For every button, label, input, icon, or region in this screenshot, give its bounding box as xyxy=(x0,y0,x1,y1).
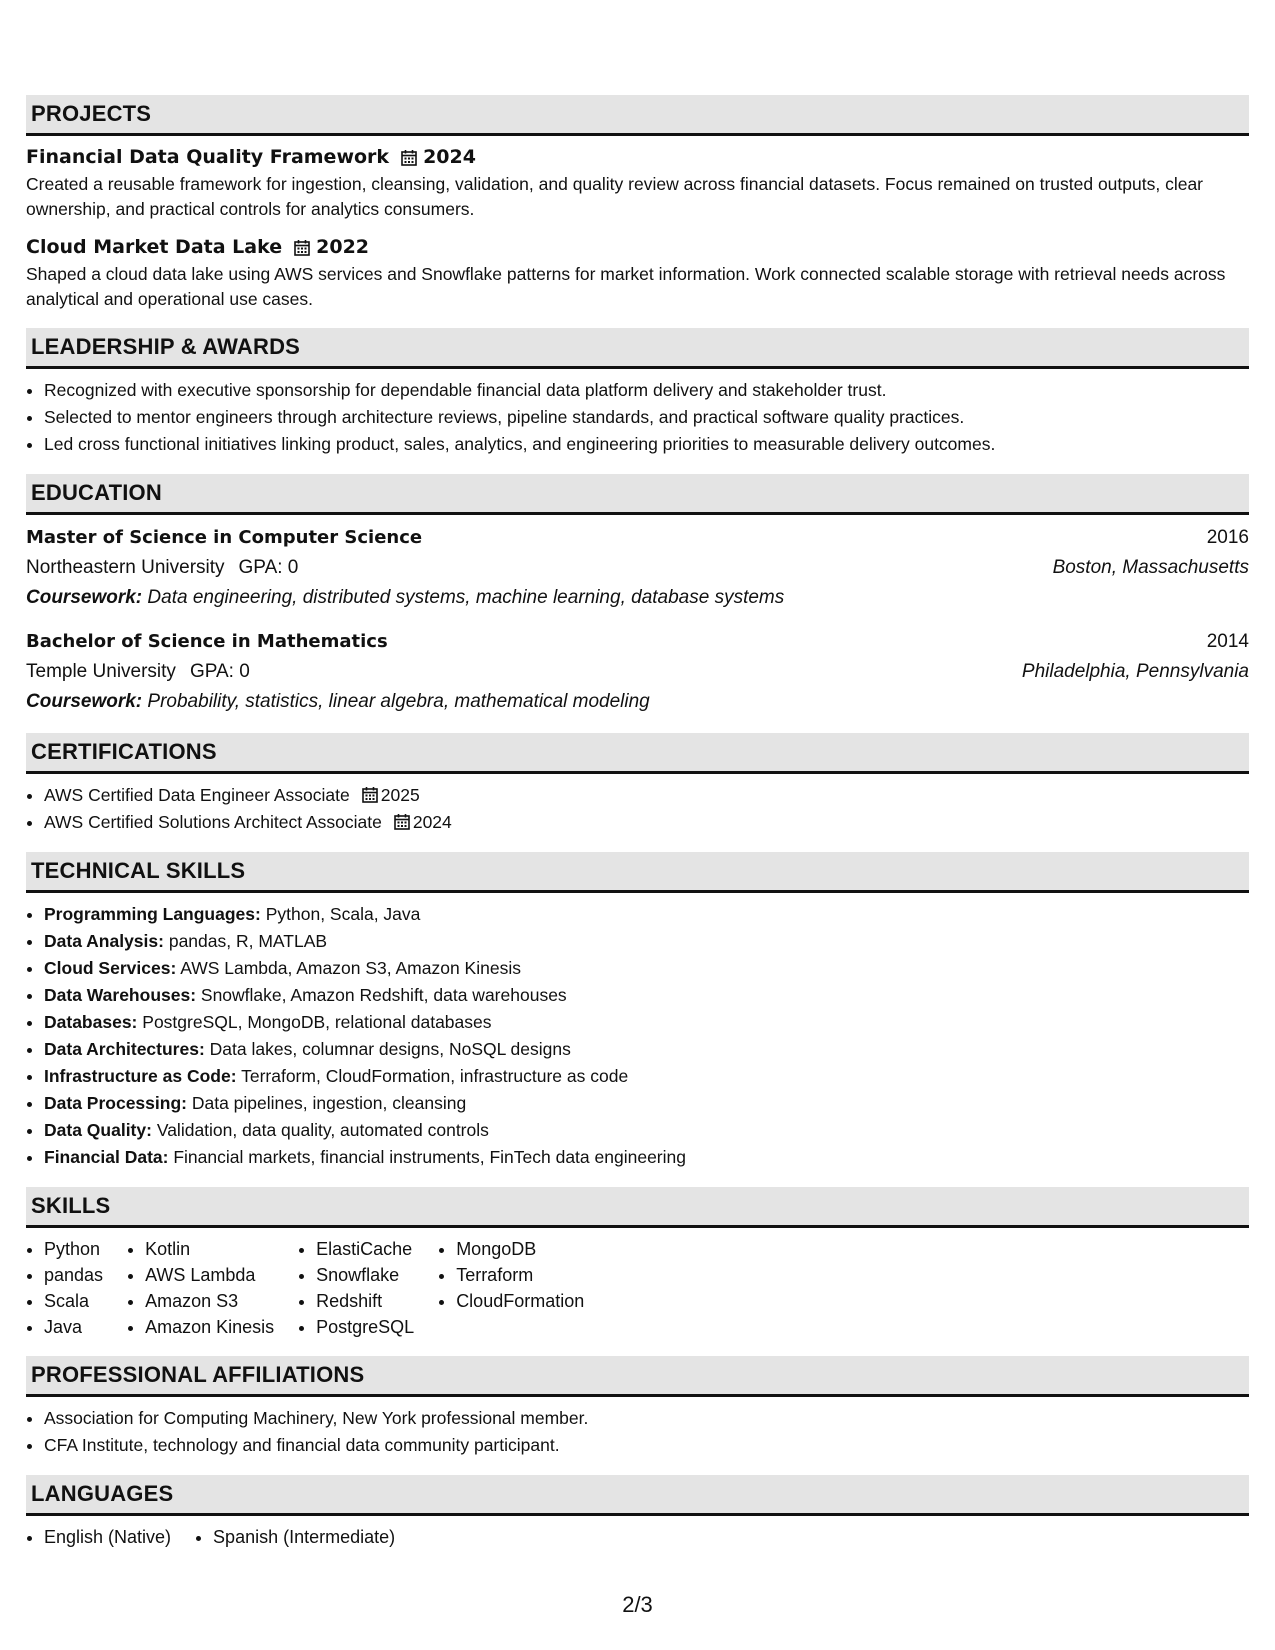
degree: Master of Science in Computer Science xyxy=(26,527,423,548)
languages-section xyxy=(26,1475,1249,1550)
skill-item: • Java xyxy=(44,1314,103,1340)
school-location: Boston, Massachusetts xyxy=(1052,557,1249,578)
skill-category-label: Data Warehouses: xyxy=(44,985,197,1005)
skill-category-label: Programming Languages: xyxy=(44,904,261,924)
leadership-section xyxy=(26,328,1249,458)
certification-name: AWS Certified Data Engineer Associate xyxy=(44,785,350,805)
coursework xyxy=(26,687,1249,717)
graduation-year: 2014 xyxy=(1206,631,1249,652)
school: Temple University xyxy=(26,661,176,682)
project-description: Shaped a cloud data lake using AWS services and Snowflake patterns for market information. Work connected scalable storage with retrieval needs across analytical and operational use cases. xyxy=(26,264,1226,309)
skill-category xyxy=(44,928,1249,955)
skill-category xyxy=(44,1144,1249,1171)
gpa: GPA: 0 xyxy=(238,557,299,578)
list-item: • Led cross functional initiatives linking product, sales, analytics, and engineering priorities to measurable delivery outcomes. xyxy=(44,431,1249,458)
section-heading: CERTIFICATIONS xyxy=(26,733,1249,774)
skill-category xyxy=(44,1036,1249,1063)
skill-category-value: Validation, data quality, automated controls xyxy=(156,1120,489,1140)
coursework-text: Probability, statistics, linear algebra, mathematical modeling xyxy=(147,691,650,712)
skill-item: • MongoDB xyxy=(456,1236,584,1262)
gpa: GPA: 0 xyxy=(189,661,250,682)
skill-category-value: Snowflake, Amazon Redshift, data warehouses xyxy=(200,985,567,1005)
skill-category-value: PostgreSQL, MongoDB, relational databases xyxy=(142,1012,492,1032)
affiliations-section xyxy=(26,1356,1249,1459)
section-heading: LEADERSHIP & AWARDS xyxy=(26,328,1249,369)
skill-category-value: AWS Lambda, Amazon S3, Amazon Kinesis xyxy=(180,958,521,978)
degree: Bachelor of Science in Mathematics xyxy=(26,631,388,652)
skill-category-value: Terraform, CloudFormation, infrastructure as code xyxy=(241,1066,629,1086)
skill-item: • pandas xyxy=(44,1262,103,1288)
skill-item: • Kotlin xyxy=(145,1236,274,1262)
skill-category xyxy=(44,1117,1249,1144)
education-section xyxy=(26,474,1249,717)
skill-category-label: Data Analysis: xyxy=(44,931,164,951)
skills-section xyxy=(26,1187,1249,1340)
page-number: 2/3 xyxy=(622,1592,653,1617)
project-year: 2022 xyxy=(316,236,370,258)
certification-name: AWS Certified Solutions Architect Associate xyxy=(44,812,382,832)
skill-category-label: Financial Data: xyxy=(44,1147,169,1167)
skill-category-value: Data pipelines, ingestion, cleansing xyxy=(191,1093,467,1113)
list-item: • Association for Computing Machinery, New York professional member. xyxy=(44,1405,1249,1432)
calendar-icon xyxy=(401,149,417,166)
skill-item: • PostgreSQL xyxy=(316,1314,414,1340)
education-item xyxy=(26,627,1249,717)
section-heading: EDUCATION xyxy=(26,474,1249,515)
project-title: Cloud Market Data Lake xyxy=(26,236,283,258)
certification-item xyxy=(44,809,1249,836)
resume-page xyxy=(26,95,1249,1566)
skill-category xyxy=(44,1009,1249,1036)
skill-category-label: Data Processing: xyxy=(44,1093,187,1113)
project-year: 2024 xyxy=(423,146,476,168)
project-description: Created a reusable framework for ingestion, cleansing, validation, and quality review across financial datasets. Focus remained on trusted outputs, clear ownership, and practical controls for analytics consumers. xyxy=(26,174,1204,219)
coursework-label: Coursework: xyxy=(26,691,143,712)
education-item xyxy=(26,523,1249,613)
project-item xyxy=(26,234,1249,312)
list-item: • CFA Institute, technology and financial data community participant. xyxy=(44,1432,1249,1459)
coursework-text: Data engineering, distributed systems, machine learning, database systems xyxy=(147,587,785,608)
project-item xyxy=(26,144,1249,222)
skill-category xyxy=(44,982,1249,1009)
coursework xyxy=(26,583,1249,613)
certification-year: 2024 xyxy=(412,812,452,832)
skill-category-label: Infrastructure as Code: xyxy=(44,1066,237,1086)
section-heading: TECHNICAL SKILLS xyxy=(26,852,1249,893)
list-item: • Recognized with executive sponsorship for dependable financial data platform delivery and stakeholder trust. xyxy=(44,377,1249,404)
project-title: Financial Data Quality Framework xyxy=(26,146,390,168)
section-heading: SKILLS xyxy=(26,1187,1249,1228)
skill-category-value: Financial markets, financial instruments, FinTech data engineering xyxy=(173,1147,686,1167)
skill-item: • Terraform xyxy=(456,1262,584,1288)
school: Northeastern University xyxy=(26,557,225,578)
school-location: Philadelphia, Pennsylvania xyxy=(1021,661,1249,682)
calendar-icon xyxy=(394,813,410,830)
skill-item: • ElastiCache xyxy=(316,1236,414,1262)
skill-category-value: Python, Scala, Java xyxy=(265,904,421,924)
skill-item: • AWS Lambda xyxy=(145,1262,274,1288)
skill-item: • Redshift xyxy=(316,1288,414,1314)
skill-item: • Amazon S3 xyxy=(145,1288,274,1314)
skill-item: • Python xyxy=(44,1236,103,1262)
calendar-icon xyxy=(294,239,310,256)
skill-category-label: Cloud Services: xyxy=(44,958,177,978)
skill-category-label: Data Quality: xyxy=(44,1120,152,1140)
skill-category-label: Databases: xyxy=(44,1012,138,1032)
coursework-label: Coursework: xyxy=(26,587,143,608)
skill-category-value: pandas, R, MATLAB xyxy=(168,931,328,951)
list-item: • Selected to mentor engineers through architecture reviews, pipeline standards, and practical software quality practices. xyxy=(44,404,1249,431)
certification-year: 2025 xyxy=(380,785,420,805)
projects-section xyxy=(26,95,1249,312)
section-heading: PROJECTS xyxy=(26,95,1249,136)
section-heading: LANGUAGES xyxy=(26,1475,1249,1516)
skill-category xyxy=(44,1090,1249,1117)
skill-item: • Amazon Kinesis xyxy=(145,1314,274,1340)
language-item: • Spanish (Intermediate) xyxy=(213,1524,395,1550)
skill-item: • Snowflake xyxy=(316,1262,414,1288)
skill-category-value: Data lakes, columnar designs, NoSQL designs xyxy=(209,1039,571,1059)
technical-skills-section xyxy=(26,852,1249,1171)
skill-category-label: Data Architectures: xyxy=(44,1039,205,1059)
section-heading: PROFESSIONAL AFFILIATIONS xyxy=(26,1356,1249,1397)
calendar-icon xyxy=(362,786,378,803)
language-item: • English (Native) xyxy=(44,1524,171,1550)
graduation-year: 2016 xyxy=(1206,527,1249,548)
skill-category xyxy=(44,955,1249,982)
certifications-section xyxy=(26,733,1249,836)
certification-item xyxy=(44,782,1249,809)
skill-category xyxy=(44,901,1249,928)
skill-item: • Scala xyxy=(44,1288,103,1314)
skill-category xyxy=(44,1063,1249,1090)
skill-item: • CloudFormation xyxy=(456,1288,584,1314)
